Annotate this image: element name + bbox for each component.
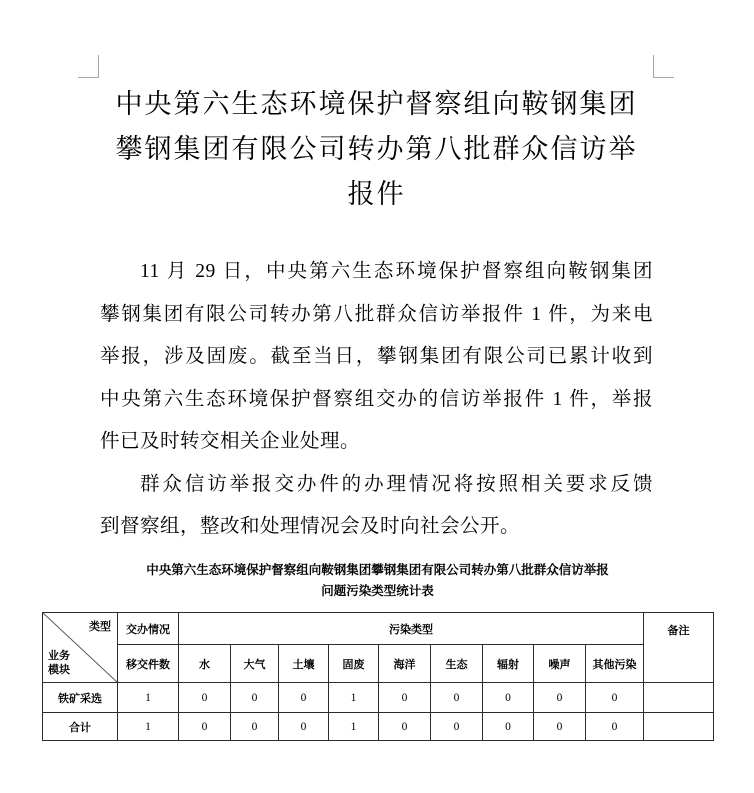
- paragraph-line: 举报，涉及固废。截至当日，攀钢集团有限公司已累计收到: [100, 346, 653, 367]
- header-pollution-type: 固废: [329, 645, 379, 683]
- diagonal-header-cell: [43, 613, 118, 683]
- title-line: 中央第六生态环境保护督察组向鞍钢集团: [115, 89, 638, 119]
- cell-value: 0: [231, 683, 279, 713]
- cell-value: 0: [379, 683, 431, 713]
- paragraph-line: 11 月 29 日，中央第六生态环境保护督察组向鞍钢集团: [140, 261, 653, 282]
- cell-value: 0: [179, 713, 231, 741]
- text-boundary-mark-left: [78, 55, 99, 78]
- header-pollution-type: 生态: [431, 645, 483, 683]
- body-text: [100, 251, 653, 549]
- title-line: 攀钢集团有限公司转办第八批群众信访举: [115, 134, 638, 164]
- header-transfer-count: 移交件数: [118, 645, 179, 683]
- header-module-line: 业务: [48, 650, 70, 662]
- header-pollution-type: 土壤: [279, 645, 329, 683]
- table-caption-line: 中央第六生态环境保护督察组向鞍钢集团攀钢集团有限公司转办第八批群众信访举报: [146, 563, 609, 577]
- paragraph-line: 件已及时转交相关企业处理。: [100, 431, 361, 452]
- table-caption: [42, 560, 713, 602]
- table-row: [43, 683, 714, 713]
- cell-value: 0: [179, 683, 231, 713]
- header-delivery: 交办情况: [118, 613, 179, 645]
- cell-value: 0: [534, 683, 586, 713]
- cell-value: 0: [586, 683, 644, 713]
- header-remark: 备注: [644, 613, 714, 683]
- cell-value: 1: [329, 713, 379, 741]
- cell-value: 0: [279, 713, 329, 741]
- cell-value: 0: [231, 713, 279, 741]
- header-pollution-type: 辐射: [483, 645, 534, 683]
- header-module-label: [48, 649, 70, 677]
- cell-value: 0: [431, 713, 483, 741]
- cell-value: 1: [329, 683, 379, 713]
- cell-transfer-count: 1: [118, 713, 179, 741]
- paragraph-line: 中央第六生态环境保护督察组交办的信访举报件 1 件，举报: [100, 388, 653, 410]
- title-line: 报件: [347, 179, 406, 209]
- pollution-statistics-table: [42, 612, 714, 741]
- header-pollution-type: 其他污染: [586, 645, 644, 683]
- paragraph-line: 攀钢集团有限公司转办第八批群众信访举报件 1 件，为来电: [100, 303, 653, 325]
- row-label: 铁矿采选: [43, 683, 118, 713]
- header-pollution-type: 海洋: [379, 645, 431, 683]
- header-pollution-type: 噪声: [534, 645, 586, 683]
- cell-remark: [644, 713, 714, 741]
- cell-transfer-count: 1: [118, 683, 179, 713]
- cell-value: 0: [279, 683, 329, 713]
- header-module-line: 模块: [48, 664, 70, 676]
- cell-value: 0: [379, 713, 431, 741]
- header-pollution-type: 水: [179, 645, 231, 683]
- cell-value: 0: [534, 713, 586, 741]
- cell-value: 0: [586, 713, 644, 741]
- cell-remark: [644, 683, 714, 713]
- table-caption-line: 问题污染类型统计表: [321, 584, 434, 598]
- text-boundary-mark-right: [653, 55, 674, 78]
- document-title: [100, 82, 653, 217]
- cell-value: 0: [483, 683, 534, 713]
- header-pollution-type: 大气: [231, 645, 279, 683]
- paragraph-line: 群众信访举报交办件的办理情况将按照相关要求反馈: [140, 473, 653, 495]
- cell-value: 0: [431, 683, 483, 713]
- header-pollution-group: 污染类型: [179, 613, 644, 645]
- cell-value: 0: [483, 713, 534, 741]
- header-type-label: 类型: [89, 621, 111, 633]
- paragraph-line: 到督察组，整改和处理情况会及时向社会公开。: [100, 516, 521, 537]
- row-label: 合计: [43, 713, 118, 741]
- table-row: [43, 713, 714, 741]
